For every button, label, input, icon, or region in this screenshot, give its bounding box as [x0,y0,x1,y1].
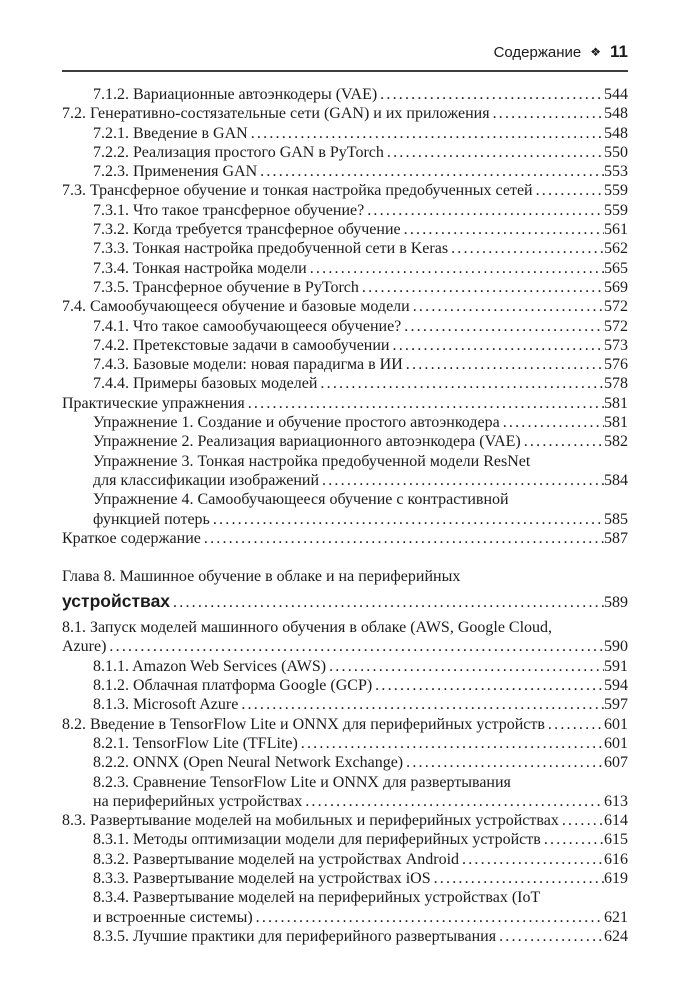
toc-entry-text: 8.1.1. Amazon Web Services (AWS) [93,657,327,675]
toc-entry-text-line1: Глава 8. Машинное обучение в облаке и на периферийных [62,568,461,586]
toc-entry-text: 7.1.2. Вариационные автоэнкодеры (VAE) [93,86,378,103]
toc-entry [62,259,628,278]
toc-entry-text: функцией потерь [93,510,210,528]
toc-entry-text-line1: 8.2.3. Сравнение TensorFlow Lite и ONNX для развертывания [93,773,511,791]
toc-entry-page-number: 619 [604,869,628,887]
toc-entry [62,657,628,676]
dot-leader [406,753,604,772]
dot-leader [406,355,604,374]
toc-entry [62,317,628,336]
dot-leader [173,591,604,615]
running-head-section-label: Содержание [493,44,582,61]
toc-entry [62,830,628,849]
toc-entry-page-number: 613 [604,792,628,810]
dot-leader [503,413,604,432]
dot-leader [305,792,604,811]
toc-entry-text: 7.3.3. Тонкая настройка предобученной сети в Keras [93,240,449,258]
toc-entry-page-number: 624 [604,927,628,945]
dot-leader [404,220,604,239]
toc-entry-page-number: 584 [604,471,628,489]
toc-entry [62,618,628,657]
dot-leader [413,297,604,316]
toc-entry-text: 7.3.5. Трансферное обучение в PyTorch [93,278,359,296]
toc-entry-text: Упражнение 1. Создание и обучение простого автоэнкодера [93,414,500,432]
toc-entry-page-number: 550 [604,143,628,161]
toc-entry [62,124,628,143]
toc-entry-text: 7.3.2. Когда требуется трансферное обучение [93,221,401,239]
toc-entry-page-number: 601 [604,715,628,733]
page-number: 11 [610,42,628,61]
toc-entry-page-number: 616 [604,850,628,868]
toc-entry-page-number: 621 [604,908,628,926]
dot-leader [251,124,604,143]
toc-entry [62,336,628,355]
dot-leader [310,259,604,278]
toc-entry-page-number: 615 [604,831,628,849]
toc-entry-page-number: 591 [604,657,628,675]
toc-entry-text-line1: Упражнение 4. Самообучающееся обучение с контрастивной [93,491,509,509]
toc-entry [62,529,628,548]
toc-entry-page-number: 569 [604,278,628,296]
toc-entry-page-number: 581 [604,394,628,412]
dot-leader [524,432,604,451]
toc-entry-page-number: 594 [604,677,628,695]
toc-entry-page-number: 548 [604,105,628,123]
toc-entry-text-line1: 8.3.4. Развертывание моделей на периферийных устройствах (IoT [93,889,541,907]
toc-entry-page-number: 572 [604,298,628,316]
toc-entry-page-number: 561 [604,221,628,239]
toc-entry-page-number: 565 [604,259,628,277]
toc-entry-page-number: 573 [604,336,628,354]
toc-entry-text: 8.2.2. ONNX (Open Neural Network Exchange) [93,754,404,772]
dot-leader [451,239,604,258]
toc-entry [62,394,628,413]
dot-leader [434,869,604,888]
toc-entry-text: 7.3. Трансферное обучение и тонкая настройка предобученных сетей [62,182,533,200]
toc-entry [62,104,628,123]
dot-leader [204,529,604,548]
toc-entry-text: Упражнение 2. Реализация вариационного автоэнкодера (VAE) [93,433,521,451]
toc-entry-page-number: 562 [604,240,628,258]
dot-leader [387,143,604,162]
toc-entry [62,695,628,714]
toc-entry-text: 8.3. Развертывание моделей на мобильных и периферийных устройствах [62,812,559,830]
toc-entry [62,374,628,393]
toc-entry-text: 8.2. Введение в TensorFlow Lite и ONNX для периферийных устройств [62,715,545,733]
toc-entry [62,888,628,927]
toc-entry [62,869,628,888]
toc-entry-text: и встроенные системы) [93,908,253,926]
toc-entry-page-number: 581 [604,414,628,432]
toc-entry-text: 7.4. Самообучающееся обучение и базовые модели [62,298,410,316]
toc-entry-page-number: 590 [604,638,628,656]
toc-entry-text: 7.2. Генеративно-состязательные сети (GAN) и их приложения [62,105,490,123]
toc-entry-text: 8.3.3. Развертывание моделей на устройствах iOS [93,869,431,887]
toc-entry-page-number: 559 [604,182,628,200]
toc-entry [62,452,628,491]
toc-entry-page-number: 548 [604,124,628,142]
dot-leader [256,908,604,927]
toc-entry-page-number: 576 [604,356,628,374]
toc-entry [62,143,628,162]
toc-entry-text: 8.1.2. Облачная платформа Google (GCP) [93,677,373,695]
toc-entry-text: устройствах [62,591,171,612]
toc-entry-text: 7.3.4. Тонкая настройка модели [93,259,307,277]
dot-leader [493,104,604,123]
toc-entry-page-number: 544 [604,86,628,103]
toc-entry-text-line1: 8.1. Запуск моделей машинного обучения в облаке (AWS, Google Cloud, [62,619,553,637]
toc-entry-text: 7.2.2. Реализация простого GAN в PyTorch [93,143,384,161]
toc-entry-text: 7.4.1. Что такое самообучающееся обучение? [93,317,402,335]
toc-entry [62,85,628,104]
toc-entry-page-number: 587 [604,529,628,547]
toc-entry-page-number: 553 [604,163,628,181]
toc-entry-text: 7.4.4. Примеры базовых моделей [93,375,318,393]
toc-entry [62,181,628,200]
dot-leader [544,830,604,849]
dot-leader [213,510,604,529]
toc-entry-page-number: 585 [604,510,628,528]
dot-leader [301,734,604,753]
toc-entry-text: 8.3.2. Развертывание моделей на устройствах Android [93,850,460,868]
toc-entry [62,162,628,181]
toc-entry [62,278,628,297]
toc-entry [62,201,628,220]
dot-leader [362,278,604,297]
dot-leader [329,657,604,676]
toc-entry-text: Практические упражнения [62,394,245,412]
toc-entry [62,565,628,615]
toc-entry [62,355,628,374]
dot-leader [404,317,604,336]
toc-entry-page-number: 559 [604,201,628,219]
toc-entry-text: 8.3.1. Методы оптимизации модели для периферийных устройств [93,831,541,849]
dot-leader [562,811,604,830]
toc-entry-text: 8.2.1. TensorFlow Lite (TFLite) [93,734,298,752]
toc-entry-page-number: 582 [604,433,628,451]
dot-leader [375,676,604,695]
toc-entry [62,413,628,432]
dot-leader [536,181,604,200]
toc-entry-page-number: 614 [604,812,628,830]
toc-entry-page-number: 597 [604,696,628,714]
toc-entry [62,432,628,451]
toc-entry-page-number: 572 [604,317,628,335]
toc-entry [62,773,628,812]
toc-entry [62,927,628,946]
toc-entry [62,734,628,753]
toc-entry-page-number: 607 [604,754,628,772]
toc-entry-text: 8.3.5. Лучшие практики для периферийного развертывания [93,927,497,945]
toc-entry-text: 7.4.2. Претекстовые задачи в самообучении [93,336,390,354]
toc-entry [62,297,628,316]
toc-entry-text: 7.4.3. Базовые модели: новая парадигма в ИИ [93,356,403,374]
toc-entry-text: 7.3.1. Что такое трансферное обучение? [93,201,365,219]
running-head [62,42,628,72]
toc-entry-text: Azure) [62,638,107,656]
dot-leader [109,637,604,656]
toc-entry [62,220,628,239]
toc-entry [62,811,628,830]
dot-leader [260,162,604,181]
toc-entry-text: для классификации изображений [93,471,320,489]
toc-entry-text-line1: Упражнение 3. Тонкая настройка предобученной модели ResNet [93,452,531,470]
dot-leader [248,394,604,413]
toc-entry-page-number: 601 [604,734,628,752]
toc-entry [62,715,628,734]
toc-entry [62,850,628,869]
dot-leader [322,471,604,490]
toc-entry-page-number: 578 [604,375,628,393]
toc-entry [62,239,628,258]
toc-entry-text: 7.2.1. Введение в GAN [93,124,248,142]
dot-leader [380,85,604,104]
dot-leader [462,850,604,869]
dot-leader [499,927,604,946]
dot-leader [548,715,604,734]
toc-entry [62,490,628,529]
toc-entry-text: 7.2.3. Применения GAN [93,163,258,181]
toc-entry-text: Краткое содержание [62,529,201,547]
toc-entry [62,676,628,695]
toc-entry-text: на периферийных устройствах [93,792,303,810]
diamond-ornament-icon: ❖ [590,45,602,59]
dot-leader [241,695,604,714]
toc-entry-text: 8.1.3. Microsoft Azure [93,696,239,714]
dot-leader [367,201,604,220]
table-of-contents [62,85,628,946]
toc-entry-page-number: 589 [604,594,628,612]
dot-leader [320,374,604,393]
dot-leader [393,336,605,355]
toc-entry [62,753,628,772]
